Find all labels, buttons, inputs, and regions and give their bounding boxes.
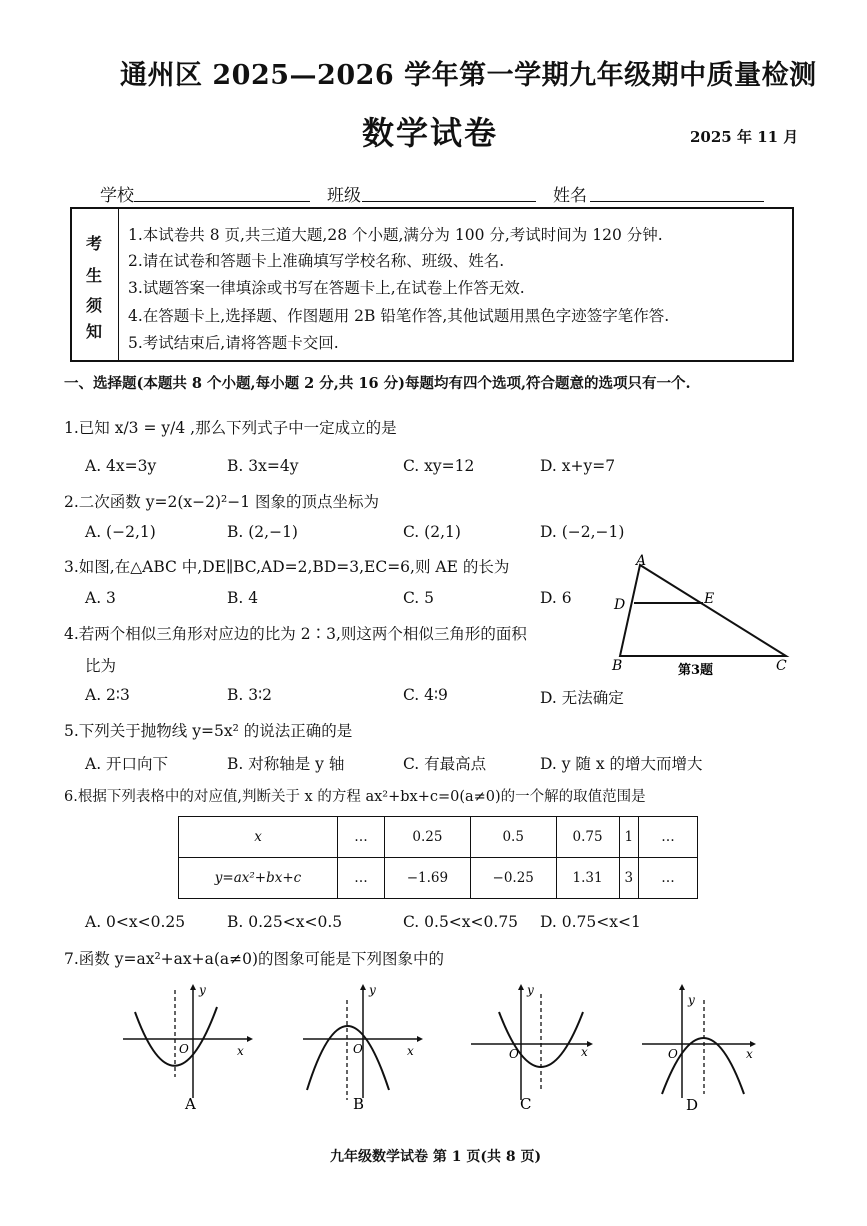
question-stem: 7.函数 y=ax²+ax+a(a≠0)的图象可能是下列图象中的 <box>64 950 445 968</box>
question-stem-cont: 比为 <box>85 657 117 675</box>
section-heading: 一、选择题(本题共 8 个小题,每小题 2 分,共 16 分)每题均有四个选项,符合题意的选项只有一个. <box>64 375 691 392</box>
option-a[interactable]: A. 0<x<0.25 <box>85 913 186 931</box>
option-d[interactable]: D. x+y=7 <box>540 457 616 475</box>
option-a[interactable]: A. 3 <box>85 589 116 607</box>
option-c[interactable]: C. 5 <box>403 589 435 607</box>
exam-date: 2025 年 11 月 <box>690 128 799 146</box>
notice-item: 5.考试结束后,请将答题卡交回. <box>128 334 339 352</box>
question-stem: 2.二次函数 y=2(x−2)²−1 图象的顶点坐标为 <box>64 493 379 511</box>
table-cell: 0.75 <box>556 817 619 858</box>
option-a[interactable]: A. 2∶3 <box>85 686 130 704</box>
axis-y-label: y <box>688 993 695 1007</box>
notice-side-char: 知 <box>86 322 103 341</box>
table-cell: x <box>179 817 338 858</box>
notice-side-label <box>72 209 119 360</box>
notice-item: 3.试题答案一律填涂或书写在答题卡上,在试卷上作答无效. <box>128 279 525 297</box>
table-cell: … <box>338 858 385 899</box>
notice-side-char: 须 <box>86 296 103 315</box>
exam-subtitle: 数学试卷 <box>362 114 499 152</box>
notice-item: 1.本试卷共 8 页,共三道大题,28 个小题,满分为 100 分,考试时间为 120 分钟. <box>128 226 663 244</box>
graph-label: C <box>520 1095 532 1113</box>
vertex-d-label: D <box>614 597 626 613</box>
class-label: 班级 <box>327 186 361 206</box>
option-d[interactable]: D. 0.75<x<1 <box>540 913 641 931</box>
school-blank[interactable] <box>134 201 310 202</box>
vertex-b-label: B <box>612 658 623 674</box>
option-c[interactable]: C. 有最高点 <box>403 755 487 773</box>
axis-x-label: x <box>581 1045 588 1059</box>
triangle-figure <box>608 553 798 678</box>
table-cell: 0.25 <box>385 817 471 858</box>
graph-label: D <box>686 1096 699 1114</box>
option-c[interactable]: C. (2,1) <box>403 523 461 541</box>
table-cell: −0.25 <box>470 858 556 899</box>
option-b[interactable]: B. 3x=4y <box>227 457 299 475</box>
option-c[interactable]: C. 4∶9 <box>403 686 448 704</box>
graph-a[interactable] <box>115 982 255 1117</box>
exam-title: 通州区 2025—2026 学年第一学期九年级期中质量检测 <box>120 60 817 91</box>
exam-notice-box <box>70 207 794 362</box>
table-row <box>179 858 698 899</box>
notice-side-char: 生 <box>86 266 103 285</box>
option-d[interactable]: D. 6 <box>540 589 572 607</box>
graph-label: A <box>185 1095 196 1113</box>
axis-y-label: y <box>527 983 534 997</box>
option-d[interactable]: D. y 随 x 的增大而增大 <box>540 755 703 773</box>
figure-caption: 第3题 <box>678 663 714 678</box>
table-cell: y=ax²+bx+c <box>179 858 338 899</box>
table-cell: … <box>639 817 698 858</box>
table-cell: 1 <box>619 817 638 858</box>
table-cell: … <box>338 817 385 858</box>
notice-item: 2.请在试卷和答题卡上准确填写学校名称、班级、姓名. <box>128 252 505 270</box>
vertex-e-label: E <box>704 591 715 607</box>
axis-x-label: x <box>237 1044 244 1058</box>
table-cell: 3 <box>619 858 638 899</box>
question-stem: 6.根据下列表格中的对应值,判断关于 x 的方程 ax²+bx+c=0(a≠0)的一个解的取值范围是 <box>64 789 646 805</box>
question-stem: 3.如图,在△ABC 中,DE∥BC,AD=2,BD=3,EC=6,则 AE 的长为 <box>64 558 510 576</box>
class-blank[interactable] <box>362 201 536 202</box>
vertex-c-label: C <box>776 658 787 674</box>
origin-label: O <box>668 1047 678 1061</box>
option-d[interactable]: D. (−2,−1) <box>540 523 625 541</box>
vertex-a-label: A <box>636 553 647 569</box>
table-cell: … <box>639 858 698 899</box>
graph-c[interactable] <box>465 982 605 1117</box>
table-row <box>179 817 698 858</box>
option-a[interactable]: A. (−2,1) <box>85 523 156 541</box>
origin-label: O <box>353 1042 363 1056</box>
notice-item: 4.在答题卡上,选择题、作图题用 2B 铅笔作答,其他试题用黑色字迹签字笔作答. <box>128 307 670 325</box>
option-c[interactable]: C. 0.5<x<0.75 <box>403 913 519 931</box>
option-b[interactable]: B. 4 <box>227 589 259 607</box>
option-a[interactable]: A. 4x=3y <box>85 457 157 475</box>
triangle-abc <box>620 565 786 656</box>
origin-label: O <box>509 1047 519 1061</box>
table-cell: 1.31 <box>556 858 619 899</box>
option-b[interactable]: B. 3∶2 <box>227 686 273 704</box>
option-d[interactable]: D. 无法确定 <box>540 689 624 707</box>
notice-side-char: 考 <box>86 234 103 253</box>
school-label: 学校 <box>100 186 134 206</box>
option-b[interactable]: B. (2,−1) <box>227 523 298 541</box>
page-footer: 九年级数学试卷 第 1 页(共 8 页) <box>330 1149 542 1165</box>
graph-b[interactable] <box>295 982 435 1117</box>
question-stem: 1.已知 x/3 = y/4 ,那么下列式子中一定成立的是 <box>64 419 397 437</box>
value-table <box>178 816 698 899</box>
graph-label: B <box>353 1095 365 1113</box>
option-b[interactable]: B. 0.25<x<0.5 <box>227 913 343 931</box>
table-cell: 0.5 <box>470 817 556 858</box>
question-stem: 4.若两个相似三角形对应边的比为 2∶3,则这两个相似三角形的面积 <box>64 625 527 643</box>
table-cell: −1.69 <box>385 858 471 899</box>
option-b[interactable]: B. 对称轴是 y 轴 <box>227 755 345 773</box>
graph-d[interactable] <box>638 982 768 1117</box>
axis-y-label: y <box>199 983 206 997</box>
name-label: 姓名 <box>553 186 587 206</box>
option-a[interactable]: A. 开口向下 <box>85 755 169 773</box>
axis-x-label: x <box>746 1047 753 1061</box>
option-c[interactable]: C. xy=12 <box>403 457 475 475</box>
origin-label: O <box>179 1042 189 1056</box>
question-stem: 5.下列关于抛物线 y=5x² 的说法正确的是 <box>64 722 353 740</box>
axis-x-label: x <box>407 1044 414 1058</box>
name-blank[interactable] <box>590 201 764 202</box>
axis-y-label: y <box>369 983 376 997</box>
